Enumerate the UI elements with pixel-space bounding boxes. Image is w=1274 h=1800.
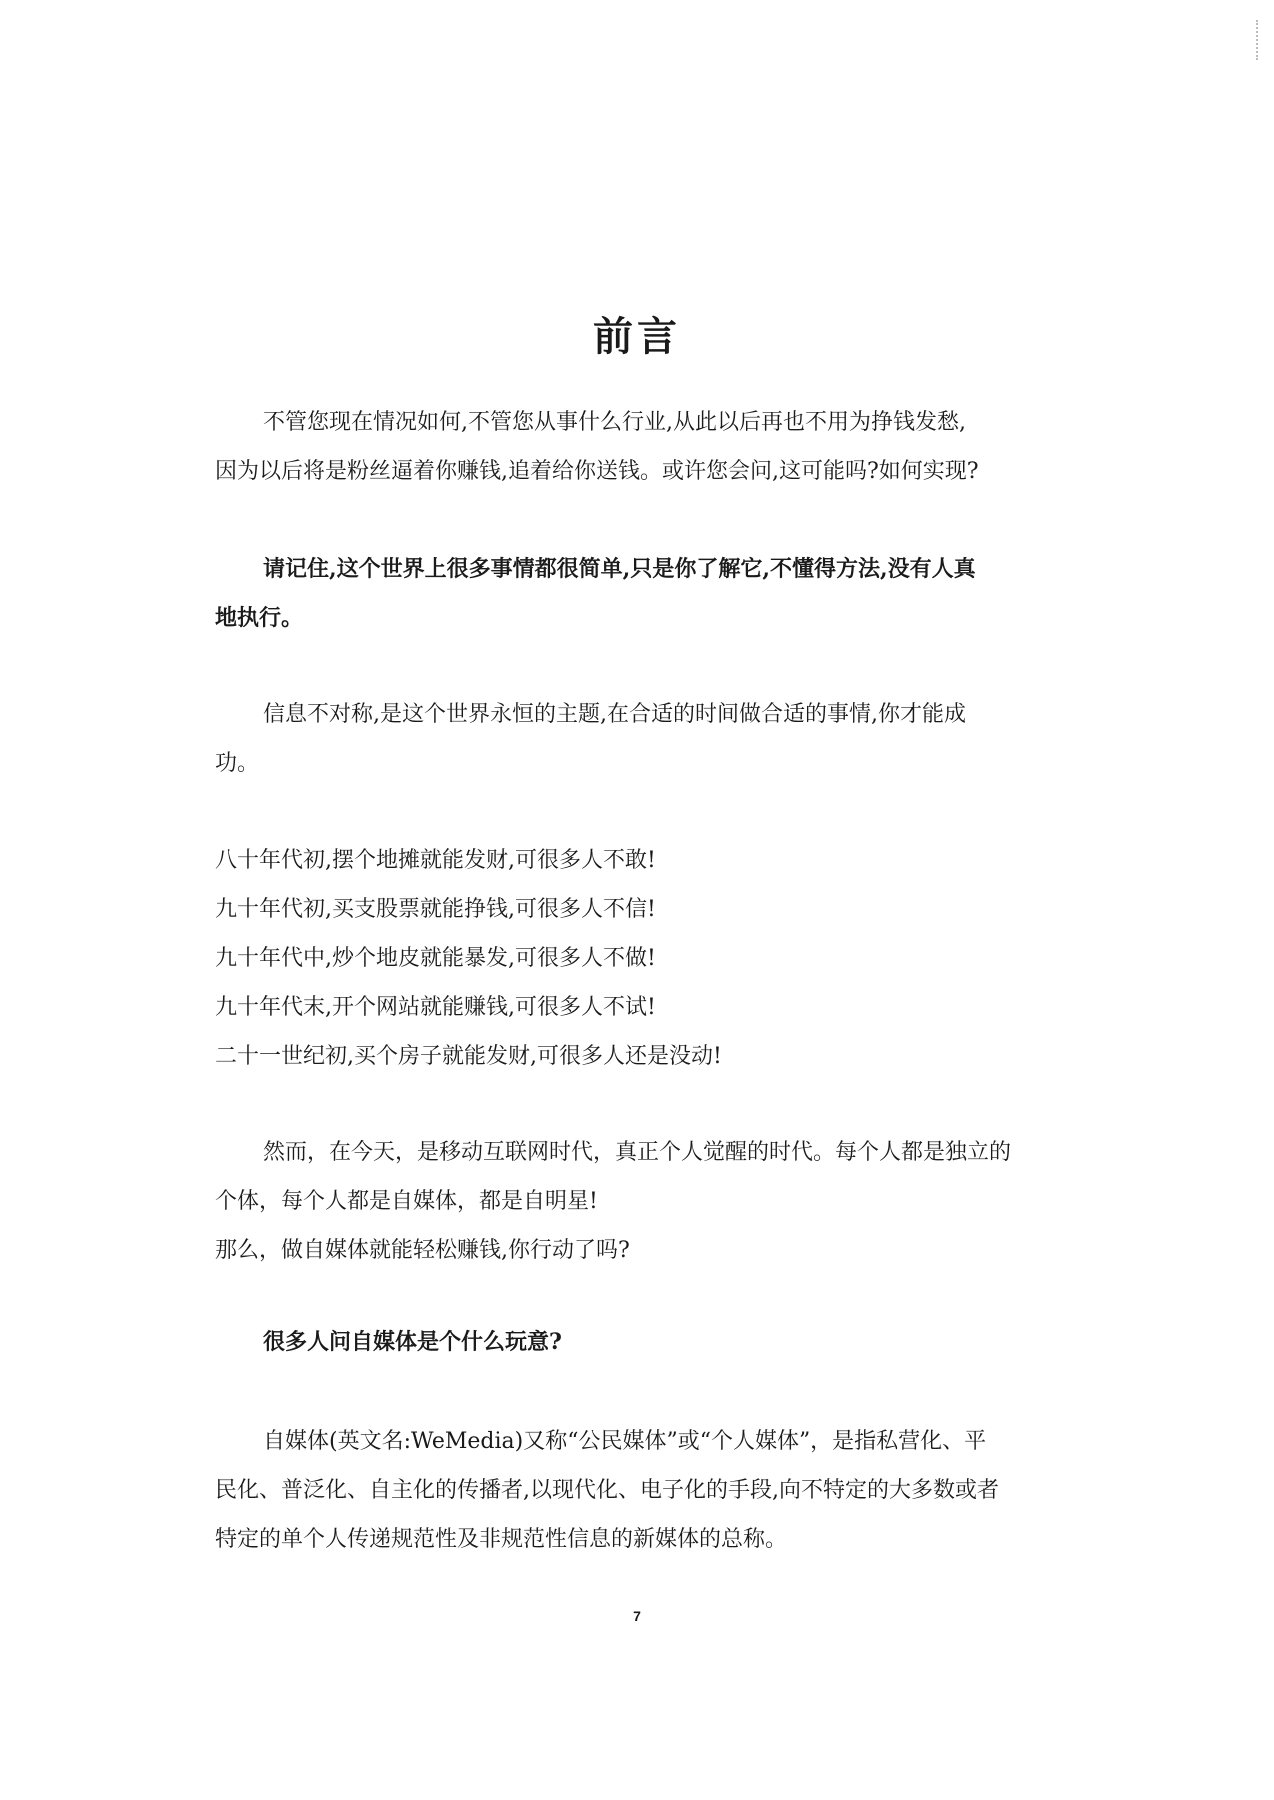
page-title: 前言 [593, 312, 681, 360]
paragraph-line: 自媒体(英文名:WeMedia)又称“公民媒体”或“个人媒体”，是指私营化、平 [263, 1429, 987, 1454]
paragraph-1 [215, 398, 1095, 496]
paragraph-line: 特定的单个人传递规范性及非规范性信息的新媒体的总称。 [215, 1527, 788, 1552]
paragraph-line: 民化、普泛化、自主化的传播者,以现代化、电子化的手段,向不特定的大多数或者 [215, 1478, 999, 1503]
paragraph-line: 很多人问自媒体是个什么玩意? [263, 1329, 562, 1355]
paragraph-2 [215, 545, 1095, 643]
paragraph-5 [215, 1128, 1095, 1275]
paragraph-line: 信息不对称,是这个世界永恒的主题,在合适的时间做合适的事情,你才能成 [263, 702, 966, 727]
paragraph-line: 因为以后将是粉丝逼着你赚钱,追着给你送钱。或许您会问,这可能吗?如何实现? [215, 459, 979, 484]
paragraph-line: 然而，在今天，是移动互联网时代，真正个人觉醒的时代。每个人都是独立的 [263, 1140, 1012, 1165]
paragraph-line: 那么，做自媒体就能轻松赚钱,你行动了吗? [215, 1238, 630, 1263]
scan-edge-marks [1256, 20, 1264, 60]
list-item: 八十年代初,摆个地摊就能发财,可很多人不敢! [215, 848, 656, 873]
paragraph-3 [215, 690, 1095, 788]
paragraph-line: 地执行。 [215, 605, 304, 631]
list-item: 九十年代末,开个网站就能赚钱,可很多人不试! [215, 995, 656, 1020]
list-item: 九十年代中,炒个地皮就能暴发,可很多人不做! [215, 946, 656, 971]
paragraph-line: 请记住,这个世界上很多事情都很简单,只是你了解它,不懂得方法,没有人真 [263, 556, 976, 582]
paragraph-line: 个体，每个人都是自媒体，都是自明星! [215, 1189, 598, 1214]
paragraph-line: 功。 [215, 751, 260, 776]
list-item: 二十一世纪初,买个房子就能发财,可很多人还是没动! [215, 1044, 722, 1069]
section-question-heading [215, 1318, 1095, 1367]
page-number: 7 [633, 1608, 641, 1624]
list-item: 九十年代初,买支股票就能挣钱,可很多人不信! [215, 897, 656, 922]
paragraph-line: 不管您现在情况如何,不管您从事什么行业,从此以后再也不用为挣钱发愁, [263, 410, 966, 435]
paragraph-4-decades-list [215, 836, 1095, 1081]
paragraph-7-definition [215, 1417, 1095, 1564]
